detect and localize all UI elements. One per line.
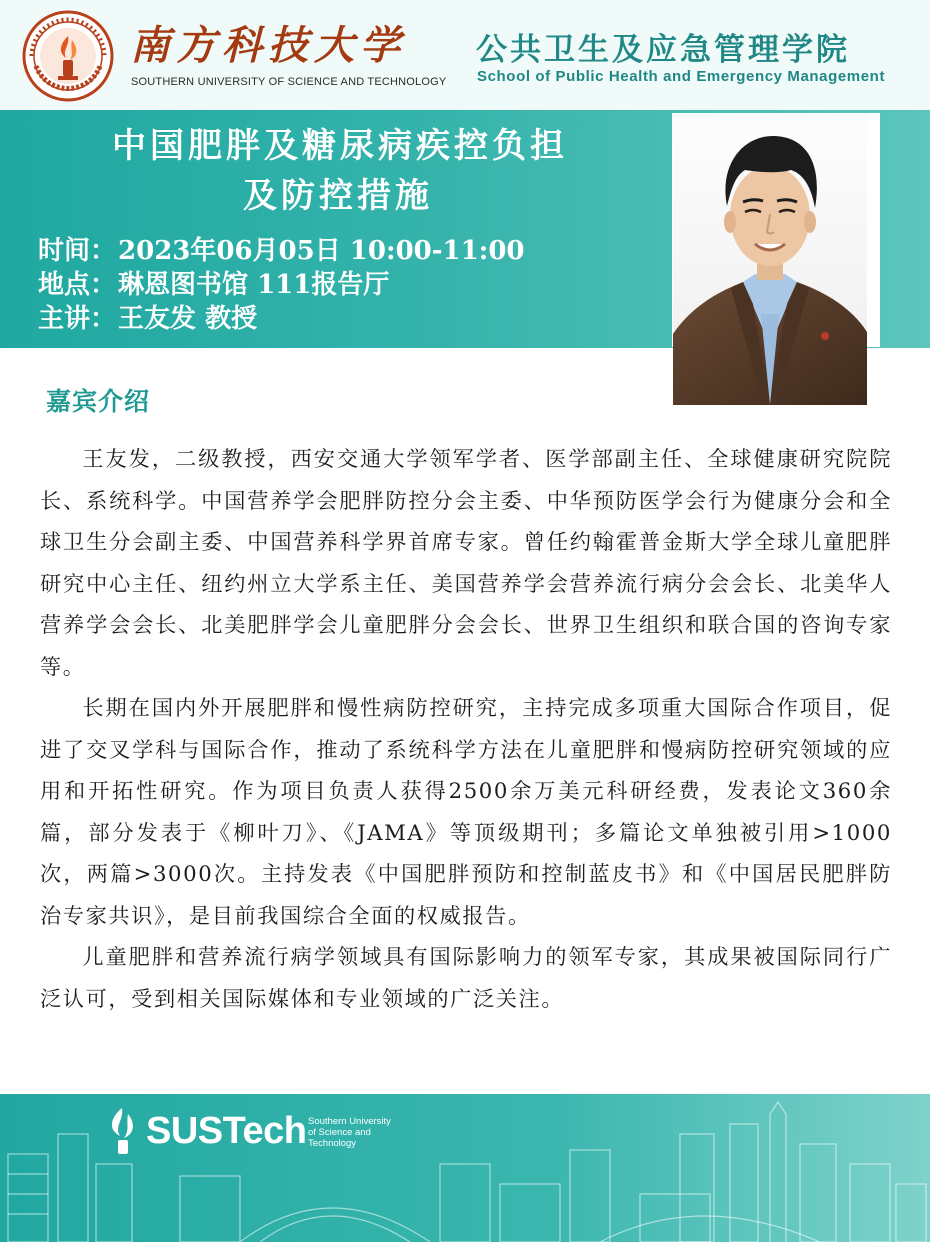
event-time (38, 230, 525, 267)
university-name-en: SOUTHERN UNIVERSITY OF SCIENCE AND TECHNOLOGY (131, 76, 447, 88)
school-name-en: School of Public Health and Emergency Management (477, 68, 886, 85)
sustech-brand: SUSTech (146, 1110, 307, 1152)
brand-sub-line-2: of Science and (308, 1127, 371, 1138)
speaker-value: 王友发 教授 (118, 304, 258, 334)
event-place (38, 264, 389, 301)
intro-paragraph-1: 王友发，二级教授，西安交通大学领军学者、医学部副主任、全球健康研究院院长、系统科学。中国营养学会肥胖防控分会主委、中华预防医学会行为健康分会和全球卫生分会副主委、中国营养科学界首席专家。曾任约翰霍普金斯大学全球儿童肥胖研究中心主任、纽约州立大学系主任、美国营养学会营养流行病分会会长、北美华人营养学会会长、北美肥胖学会儿童肥胖分会会长、世界卫生组织和联合国的咨询专家等。 (40, 446, 892, 679)
intro-paragraph-2: 长期在国内外开展肥胖和慢性病防控研究，主持完成多项重大国际合作项目，促进了交叉学科与国际合作，推动了系统科学方法在儿童肥胖和慢病防控研究领域的应用和开拓性研究。作为项目负责人获得2500余万美元科研经费，发表论文360余篇，部分发表于《柳叶刀》、《JAMA》等顶级期刊；多篇论文单独被引用>1000次，两篇>3000次。主持发表《中国肥胖预防和控制蓝皮书》和《中国居民肥胖防治专家共识》，是目前我国综合全面的权威报告。 (40, 695, 892, 928)
university-seal-icon (22, 10, 114, 102)
brand-sub-line-1: Southern University (308, 1116, 391, 1127)
university-name-cn: 南方科技大学 (130, 22, 406, 69)
brand-sub-line-3: Technology (308, 1138, 357, 1149)
place-label: 地点： (38, 270, 117, 300)
header (0, 0, 930, 110)
speaker-photo (673, 114, 867, 405)
time-value: 2023年06月05日 10:00-11:00 (118, 236, 525, 266)
section-heading: 嘉宾介绍 (46, 387, 151, 416)
lecture-title-line-2: 及防控措施 (243, 176, 433, 216)
event-speaker (38, 298, 257, 335)
speaker-label: 主讲： (38, 304, 117, 334)
school-name-cn: 公共卫生及应急管理学院 (476, 32, 850, 68)
place-value: 琳恩图书馆 111报告厅 (118, 270, 390, 300)
intro-paragraph-3: 儿童肥胖和营养流行病学领域具有国际影响力的领军专家，其成果被国际同行广泛认可，受到相关国际媒体和专业领域的广泛关注。 (40, 944, 892, 1011)
sustech-brand-subtitle (308, 1116, 408, 1149)
torch-logo-icon (100, 1104, 146, 1158)
time-label: 时间： (38, 236, 117, 266)
lecture-title-line-1: 中国肥胖及糖尿病疾控负担 (112, 126, 568, 166)
intro-text (40, 438, 892, 1019)
